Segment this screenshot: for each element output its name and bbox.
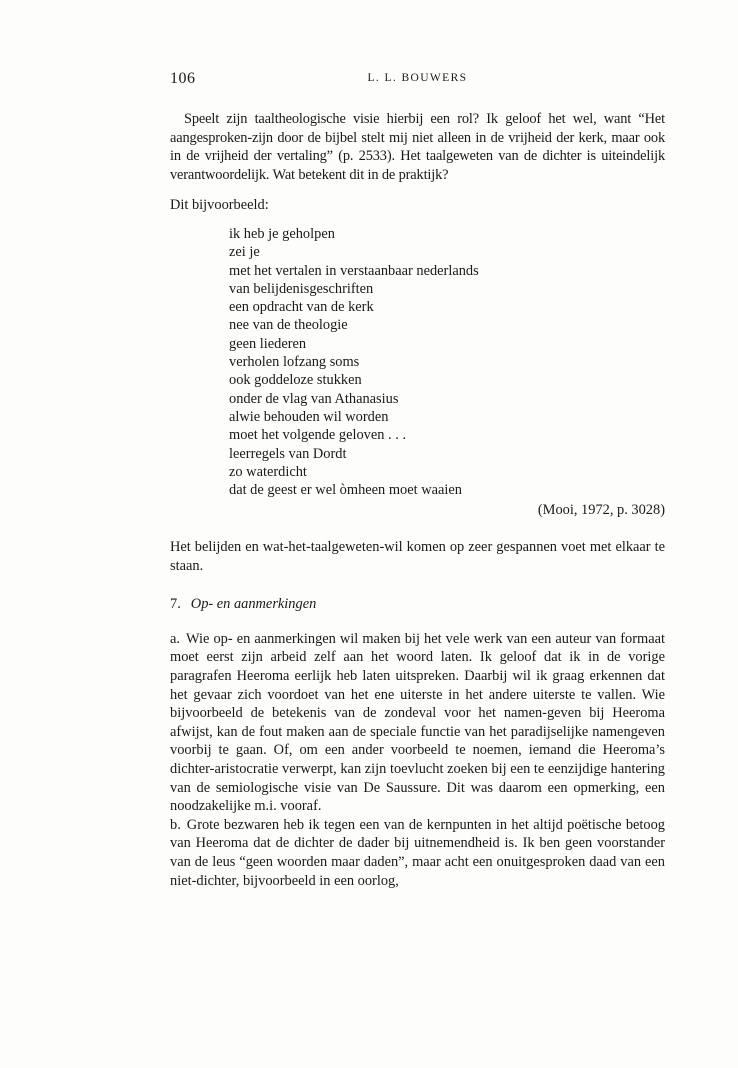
poem-line: een opdracht van de kerk: [229, 299, 374, 316]
poem-line: verholen lofzang soms: [229, 354, 360, 371]
page-body: [170, 110, 665, 890]
item-b-text: Grote bezwaren heb ik tegen een van de kernpunten in het altijd poëtische betoog van Heeroma dat de dichter de dader bij uitnemendheid is. Ik ben geen voorstander van de leus “geen woorden maar daden”, maar acht een onuitgesproken daad van een niet-dichter, bijvoorbeeld in een oorlog,: [170, 816, 665, 889]
item-b-label: b.: [170, 816, 181, 833]
poem-line: ook goddeloze stukken: [229, 372, 362, 389]
poem-line: alwie behouden wil worden: [229, 408, 389, 425]
poem-line: zei je: [229, 244, 260, 261]
section-title: Op- en aanmerkingen: [190, 596, 317, 613]
poem-line: leerregels van Dordt: [229, 445, 347, 462]
poem-line: van belijdenisgeschriften: [229, 280, 374, 297]
item-a-text: Wie op- en aanmerkingen wil maken bij het vele werk van een auteur van formaat moet eerst zijn arbeid zelf aan het woord laten. Ik geloof dat ik in de vorige paragrafen Heeroma eerlijk heb laten uitspreken. Daarbij wil ik graag erkennen dat het gevaar zich voordoet van het ene uiterste in het andere uiterste te vallen. Wie bijvoorbeeld de betekenis van de zondeval voor het namen-geven bij Heeroma afwijst, kan de fout maken aan de speciale functie van het paradijselijke namengeven voorbij te gaan. Of, om een ander voorbeeld te noemen, iemand die Heeroma’s dichter-aristocratie verwerpt, kan zijn toevlucht zoeken bij een te eenzijdige hantering van de semiologische visie van De Saussure. Dit was daarom een opmerking, een noodzakelijke m.i. vooraf.: [170, 630, 665, 815]
poem-line: met het vertalen in verstaanbaar nederlands: [229, 262, 479, 279]
poem-line: zo waterdicht: [229, 463, 307, 480]
page-number: 106: [170, 70, 196, 87]
section-number: 7.: [170, 596, 181, 613]
list-item-b: [170, 816, 665, 890]
list-item-a: [170, 630, 665, 816]
poem-quotation: [229, 225, 665, 499]
section-heading: [170, 595, 665, 614]
poem-line: ik heb je geholpen: [229, 225, 335, 242]
intro-paragraph: Speelt zijn taaltheologische visie hierbij een rol? Ik geloof het wel, want “Het aangesproken-zijn door de bijbel stelt mij niet alleen in de vrijheid der kerk, maar ook in de vrijheid der vertaling” (p. 2533). Het taalgeweten van de dichter is uiteindelijk verantwoordelijk. Wat betekent dit in de praktijk?: [170, 111, 665, 183]
poem-line: onder de vlag van Athanasius: [229, 390, 399, 407]
running-head: L. L. BOUWERS: [367, 72, 468, 84]
poem-line: nee van de theologie: [229, 317, 348, 334]
poem-line: geen liederen: [229, 335, 307, 352]
example-intro: Dit bijvoorbeeld:: [170, 197, 269, 214]
item-a-label: a.: [170, 630, 180, 647]
poem-line: dat de geest er wel òmheen moet waaien: [229, 482, 462, 499]
page-header: [170, 70, 665, 92]
poem-citation: (Mooi, 1972, p. 3028): [537, 502, 665, 519]
poem-line: moet het volgende geloven . . .: [229, 427, 407, 444]
conclusion-paragraph: Het belijden en wat-het-taalgeweten-wil komen op zeer gespannen voet met elkaar te staan.: [170, 539, 665, 574]
